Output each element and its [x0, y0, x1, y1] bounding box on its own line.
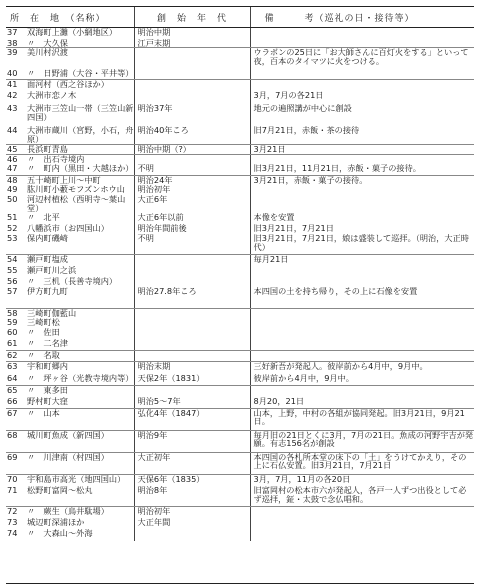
- row-number: 45: [6, 144, 26, 154]
- row-location: 〃 大森山～外海: [27, 529, 93, 539]
- row-remarks: [250, 506, 474, 518]
- row-location: 〃 二名津: [26, 339, 134, 350]
- table-row: [6, 69, 474, 80]
- row-number: 40: [6, 69, 26, 80]
- row-remarks: 山本，上野，中村の各組が協同発起。旧3月21日，9月21日。: [250, 408, 474, 430]
- row-location: 瀬戸町塩成: [27, 254, 68, 264]
- row-location: 〃 三机（長善寺境内）: [27, 277, 118, 287]
- row-founding-era: 明治5～7年: [134, 397, 250, 408]
- row-remarks: 旧3月21日，7月21日: [250, 224, 474, 234]
- table-row: [6, 104, 474, 126]
- row-founding-era: [134, 266, 250, 277]
- row-founding-era: [134, 318, 250, 328]
- header-location: 所 在 地 （名称）: [6, 7, 134, 28]
- row-remarks: 8月20，21日: [250, 397, 474, 408]
- row-remarks: 本四国の土を持ち帰り，その上に石像を安置: [250, 287, 474, 308]
- row-number: 47: [6, 164, 26, 175]
- row-location: 河辺村植松（西明寺～葉山堂）: [27, 195, 126, 214]
- row-location: 〃 山本: [26, 408, 134, 430]
- row-remarks: [250, 385, 474, 397]
- row-remarks: 3月，7月の各21日: [250, 91, 474, 104]
- table-row: [6, 328, 474, 339]
- table-row: [6, 397, 474, 408]
- row-number: 50: [7, 195, 18, 205]
- table-row: [6, 48, 474, 69]
- row-number: 61: [6, 339, 26, 350]
- row-number: 37: [7, 27, 18, 37]
- row-location: 双海町上灘（小網地区）: [27, 27, 118, 37]
- row-number: 59: [7, 318, 18, 328]
- row-location: 五十崎町上川～中町: [27, 175, 101, 185]
- row-remarks: ウラボンの25日に「お大師さんに百灯火をする」といって夜，百本のタイマツに火をつける。: [250, 48, 474, 69]
- row-number: 55: [7, 266, 18, 276]
- table-row: [6, 452, 474, 474]
- row-number: 43: [7, 103, 18, 113]
- row-remarks: [250, 350, 474, 361]
- table-row: [6, 80, 474, 91]
- table-row: [6, 175, 474, 185]
- row-number: 38: [6, 39, 26, 48]
- row-founding-era: 不明: [134, 234, 250, 254]
- row-location: 〃 名取: [26, 350, 134, 361]
- row-number: 41: [7, 79, 18, 90]
- row-number: 71: [6, 486, 26, 506]
- table-row: [6, 254, 474, 266]
- row-remarks: [250, 529, 474, 541]
- row-number: 65: [7, 385, 18, 395]
- row-founding-era: [134, 48, 250, 69]
- row-location: 大洲市恋ノ木: [27, 90, 77, 100]
- row-location: 八幡浜市（お四国山）: [27, 224, 109, 234]
- row-founding-era: 明治24年: [134, 175, 250, 185]
- row-founding-era: 大正初年: [134, 452, 250, 474]
- row-founding-era: 明治年間前後: [134, 224, 250, 234]
- row-remarks: 3月21日: [250, 144, 474, 154]
- table-row: [6, 266, 474, 277]
- row-founding-era: 明治27.8年ころ: [134, 287, 250, 308]
- table-header: [6, 7, 474, 28]
- table-row: [6, 126, 474, 144]
- row-remarks: 毎月21日: [250, 254, 474, 266]
- row-founding-era: 大正年間: [134, 518, 250, 529]
- header-remarks: 備 考（巡礼の日・接待等）: [250, 7, 474, 28]
- row-number: 48: [7, 175, 18, 185]
- row-number: 42: [7, 90, 18, 100]
- row-founding-era: 明治末期: [134, 361, 250, 374]
- table-row: [6, 506, 474, 518]
- row-remarks: [250, 328, 474, 339]
- row-location: 瀬戸町川之浜: [27, 266, 77, 276]
- row-founding-era: 大正6年: [134, 195, 250, 213]
- row-founding-era: [134, 69, 250, 80]
- row-number: 62: [6, 350, 26, 361]
- row-number: 44: [6, 126, 26, 144]
- row-location: 〃 北平: [27, 213, 60, 223]
- row-location: 〃 大久保: [26, 39, 134, 48]
- row-founding-era: 明治37年: [134, 104, 250, 126]
- row-location: 城辺町深浦ほか: [27, 518, 85, 528]
- table-row: [6, 474, 474, 486]
- table-row: [6, 385, 474, 397]
- row-founding-era: [134, 277, 250, 287]
- table-row: [6, 308, 474, 318]
- table-row: [6, 154, 474, 164]
- row-founding-era: 不明: [134, 164, 250, 175]
- row-number: 64: [6, 374, 26, 385]
- row-number: 39: [7, 47, 18, 58]
- row-remarks: [250, 154, 474, 164]
- row-remarks: 旧7月21日，赤飯・茶の接待: [250, 126, 474, 144]
- table-row: [6, 144, 474, 154]
- row-founding-era: [134, 154, 250, 164]
- table-row: [6, 91, 474, 104]
- table-row: [6, 287, 474, 308]
- row-remarks: 旧富岡村の松本市六が発起人，各戸一人ずつ出役として必ず巡拝，鉦・太鼓で念仏唱和。: [250, 486, 474, 506]
- row-number: 60: [7, 328, 18, 338]
- row-location: 〃 蕨生（鳥井駄場）: [27, 506, 109, 516]
- row-remarks: [250, 308, 474, 318]
- row-remarks: [250, 195, 474, 213]
- table-row: [6, 339, 474, 350]
- row-number: 53: [6, 234, 26, 254]
- row-number: 70: [7, 474, 18, 484]
- row-location: 面河村（西之谷ほか）: [27, 79, 109, 90]
- table-row: [6, 408, 474, 430]
- table-row: [6, 224, 474, 234]
- row-founding-era: 明治初年: [134, 506, 250, 518]
- table-row: [6, 195, 474, 213]
- row-location: 長浜町青島: [26, 144, 134, 154]
- row-founding-era: 天保6年（1835）: [134, 474, 250, 486]
- row-location: 三崎町伽藍山: [27, 308, 77, 318]
- row-remarks: 旧3月21日，11月21日，赤飯・菓子の接待。: [250, 164, 474, 175]
- row-remarks: [250, 39, 474, 48]
- row-remarks: 三好新吾が発起人。彼岸前から4月中，9月中。: [250, 361, 474, 374]
- row-location: 野村町大窪: [26, 397, 134, 408]
- row-remarks: [250, 266, 474, 277]
- row-remarks: 3月21日，赤飯・菓子の接待。: [250, 175, 474, 185]
- row-number: 73: [7, 518, 18, 528]
- table-row: [6, 318, 474, 328]
- row-remarks: [250, 80, 474, 91]
- table-row: [6, 361, 474, 374]
- row-founding-era: 明治40年ころ: [134, 126, 250, 144]
- row-remarks: [250, 185, 474, 195]
- row-number: 57: [6, 287, 26, 308]
- row-remarks: [250, 28, 474, 39]
- header-founding-era: 創 始 年 代: [134, 7, 250, 28]
- row-remarks: [250, 339, 474, 350]
- row-remarks: [250, 277, 474, 287]
- row-number: 51: [7, 213, 18, 223]
- row-founding-era: 明治中期（?）: [134, 144, 250, 154]
- row-location: 肱川町小藪モフズンホウ山: [27, 185, 125, 195]
- row-founding-era: [134, 350, 250, 361]
- row-remarks: 本四国の各札所本堂の床下の「土」をうけてかえり，その上に石仏安置。旧3月21日，7月21日: [250, 452, 474, 474]
- table-row: [6, 164, 474, 175]
- row-founding-era: [134, 308, 250, 318]
- header-row: [6, 7, 474, 28]
- row-founding-era: [134, 529, 250, 541]
- row-remarks: 旧3月21日，7月21日，娘は盛装して巡拝。（明治，大正時代）: [250, 234, 474, 254]
- row-location: 宇和町郷内: [27, 361, 68, 371]
- row-founding-era: [134, 328, 250, 339]
- row-founding-era: [134, 254, 250, 266]
- row-location: 大洲市三笠山一帯（三笠山新四国）: [27, 103, 134, 122]
- row-location: 大洲市蔵川（宮野，小石，舟原）: [27, 125, 134, 144]
- table-row: [6, 350, 474, 361]
- row-location: 宇和島市高光（地四国山）: [27, 474, 126, 484]
- table-row: [6, 430, 474, 452]
- table-row: [6, 28, 474, 39]
- row-remarks: [250, 518, 474, 529]
- row-number: 69: [6, 452, 26, 474]
- row-remarks: 毎月旧の21日とくに3月，7月の21日。魚成の河野宇吉が発願。有志156名が創設: [250, 430, 474, 452]
- row-location: 保内町磯崎: [26, 234, 134, 254]
- row-founding-era: 大正6年以前: [134, 213, 250, 224]
- row-number: 46: [7, 154, 18, 164]
- row-number: 58: [7, 308, 18, 318]
- row-remarks: 地元の遍照講が中心に創設: [250, 104, 474, 126]
- row-number: 56: [7, 277, 18, 287]
- row-founding-era: 明治8年: [134, 486, 250, 506]
- row-founding-era: [134, 91, 250, 104]
- row-founding-era: 明治中期: [134, 28, 250, 39]
- row-location: 三崎町松: [27, 318, 60, 328]
- table-row: [6, 529, 474, 541]
- row-remarks: [250, 69, 474, 80]
- row-founding-era: 弘化4年（1847）: [134, 408, 250, 430]
- pilgrimage-sites-table: [6, 7, 474, 541]
- row-founding-era: 明治9年: [134, 430, 250, 452]
- row-founding-era: [134, 339, 250, 350]
- row-founding-era: 天保2年（1831）: [134, 374, 250, 385]
- row-location: 伊方町九町: [26, 287, 134, 308]
- row-number: 74: [7, 529, 18, 539]
- row-location: 〃 日野浦（大谷・平井等）: [27, 68, 134, 78]
- row-founding-era: 明治初年: [134, 185, 250, 195]
- row-location: 城川町魚成（新四国）: [26, 430, 134, 452]
- row-location: 〃 出石寺境内: [27, 154, 85, 164]
- row-location: 〃 川津南（村四国）: [26, 452, 134, 474]
- row-remarks: [250, 318, 474, 328]
- row-remarks: 3月，7月，11月の各20日: [250, 474, 474, 486]
- table-body: [6, 28, 474, 542]
- row-founding-era: [134, 385, 250, 397]
- table-row: [6, 374, 474, 385]
- row-location: 美川村沢渡: [27, 47, 68, 58]
- row-number: 72: [7, 506, 18, 516]
- row-location: 〃 東多田: [27, 385, 68, 395]
- row-location: 〃 佐田: [27, 328, 60, 338]
- row-location: 〃 町内（黒田・大越ほか）: [27, 164, 134, 174]
- row-founding-era: 江戸末期: [134, 39, 250, 48]
- table-row: [6, 39, 474, 48]
- pilgrimage-sites-table-page: [6, 6, 474, 584]
- table-row: [6, 234, 474, 254]
- row-number: 63: [7, 361, 18, 371]
- row-remarks: 彼岸前から4月中，9月中。: [250, 374, 474, 385]
- table-row: [6, 518, 474, 529]
- row-number: 67: [6, 408, 26, 430]
- row-number: 49: [7, 185, 18, 195]
- row-founding-era: [134, 80, 250, 91]
- row-number: 66: [6, 397, 26, 408]
- table-row: [6, 185, 474, 195]
- table-row: [6, 213, 474, 224]
- row-location: 松野町富岡～松丸: [26, 486, 134, 506]
- row-number: 68: [6, 430, 26, 452]
- table-row: [6, 277, 474, 287]
- row-number: 52: [7, 224, 18, 234]
- table-row: [6, 486, 474, 506]
- row-number: 54: [7, 254, 18, 264]
- row-remarks: 本像を安置: [250, 213, 474, 224]
- row-location: 〃 坪ヶ谷（光教寺境内等）: [27, 374, 134, 384]
